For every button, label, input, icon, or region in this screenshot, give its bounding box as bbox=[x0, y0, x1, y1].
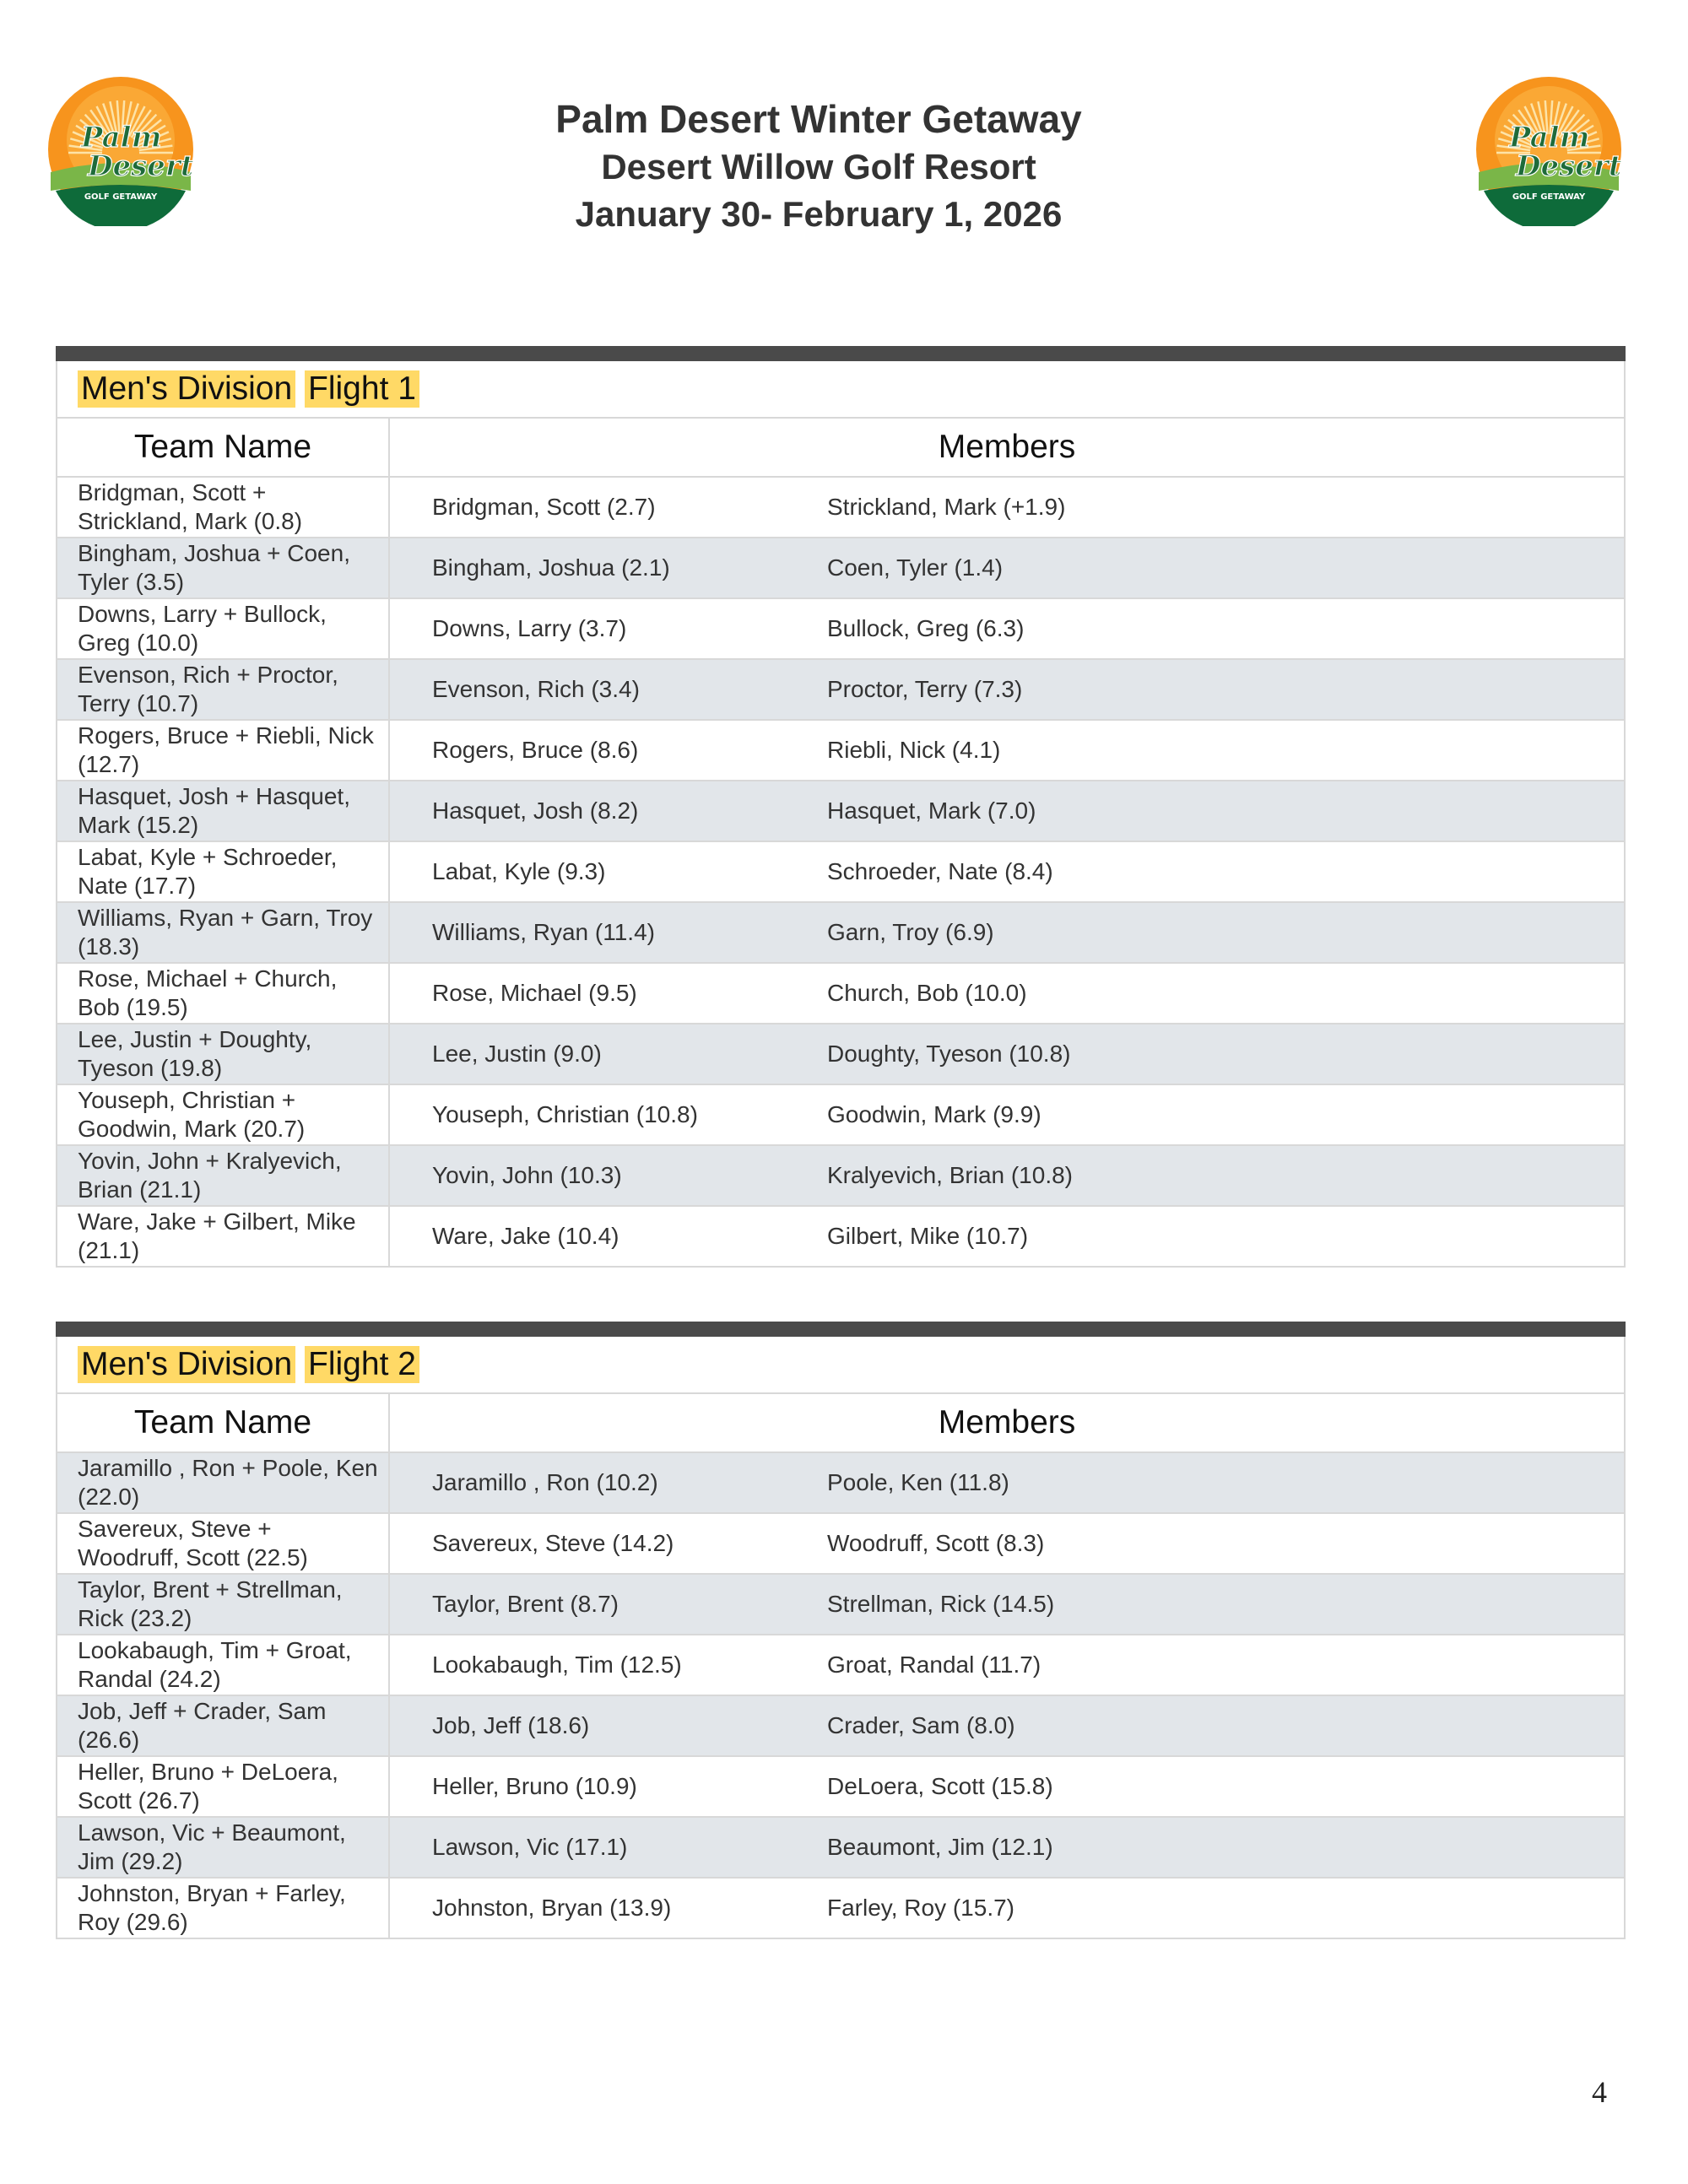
members-cell bbox=[389, 902, 1625, 963]
team-name-cell: Johnston, Bryan + Farley, Roy (29.6) bbox=[57, 1878, 389, 1938]
member-1: Hasquet, Josh (8.2) bbox=[432, 797, 639, 824]
member-2: Gilbert, Mike (10.7) bbox=[827, 1223, 1029, 1249]
team-name-cell: Jaramillo , Ron + Poole, Ken (22.0) bbox=[57, 1452, 389, 1513]
member-1: Lee, Justin (9.0) bbox=[432, 1041, 602, 1067]
venue-name: Desert Willow Golf Resort bbox=[601, 147, 1036, 187]
member-1: Lookabaugh, Tim (12.5) bbox=[432, 1652, 682, 1678]
table-header-row bbox=[57, 1393, 1625, 1452]
table-row bbox=[57, 781, 1625, 841]
table-row bbox=[57, 1574, 1625, 1635]
member-1: Heller, Bruno (10.9) bbox=[432, 1773, 637, 1799]
team-name-cell: Job, Jeff + Crader, Sam (26.6) bbox=[57, 1695, 389, 1756]
members-cell bbox=[389, 1695, 1625, 1756]
member-2: Kralyevich, Brian (10.8) bbox=[827, 1162, 1074, 1188]
event-dates: January 30- February 1, 2026 bbox=[575, 194, 1063, 234]
member-2: Bullock, Greg (6.3) bbox=[827, 615, 1025, 641]
palm-desert-logo-right bbox=[1472, 73, 1626, 226]
flight-2-table bbox=[56, 1392, 1626, 1939]
members-cell bbox=[389, 1878, 1625, 1938]
member-1: Rogers, Bruce (8.6) bbox=[432, 737, 639, 763]
team-name-cell: Lee, Justin + Doughty, Tyeson (19.8) bbox=[57, 1024, 389, 1084]
members-cell bbox=[389, 1756, 1625, 1817]
members-cell bbox=[389, 1574, 1625, 1635]
svg-text:GOLF GETAWAY: GOLF GETAWAY bbox=[1512, 192, 1586, 202]
members-header: Members bbox=[389, 1393, 1625, 1452]
team-name-cell: Rose, Michael + Church, Bob (19.5) bbox=[57, 963, 389, 1024]
flight-2-section bbox=[56, 1322, 1626, 1939]
member-2: Poole, Ken (11.8) bbox=[827, 1469, 1009, 1495]
table-header-row bbox=[57, 418, 1625, 477]
svg-text:Desert: Desert bbox=[1516, 149, 1622, 183]
palm-desert-logo-left bbox=[44, 73, 197, 226]
table-row bbox=[57, 1756, 1625, 1817]
members-cell bbox=[389, 1452, 1625, 1513]
member-2: Strickland, Mark (+1.9) bbox=[827, 494, 1066, 520]
table-row bbox=[57, 963, 1625, 1024]
members-cell bbox=[389, 720, 1625, 781]
table-row bbox=[57, 1635, 1625, 1695]
team-name-cell: Lookabaugh, Tim + Groat, Randal (24.2) bbox=[57, 1635, 389, 1695]
member-1: Evenson, Rich (3.4) bbox=[432, 676, 640, 702]
members-cell bbox=[389, 781, 1625, 841]
member-2: Strellman, Rick (14.5) bbox=[827, 1591, 1055, 1617]
member-1: Savereux, Steve (14.2) bbox=[432, 1530, 674, 1556]
member-1: Jaramillo , Ron (10.2) bbox=[432, 1469, 658, 1495]
member-1: Yovin, John (10.3) bbox=[432, 1162, 622, 1188]
team-name-cell: Youseph, Christian + Goodwin, Mark (20.7) bbox=[57, 1084, 389, 1145]
members-header: Members bbox=[389, 418, 1625, 477]
member-2: Hasquet, Mark (7.0) bbox=[827, 797, 1036, 824]
members-cell bbox=[389, 1817, 1625, 1878]
member-1: Ware, Jake (10.4) bbox=[432, 1223, 619, 1249]
team-name-cell: Hasquet, Josh + Hasquet, Mark (15.2) bbox=[57, 781, 389, 841]
table-row bbox=[57, 598, 1625, 659]
team-name-cell: Yovin, John + Kralyevich, Brian (21.1) bbox=[57, 1145, 389, 1206]
flight-1-rows bbox=[57, 477, 1625, 1267]
section-divider bbox=[56, 1322, 1626, 1337]
member-2: Schroeder, Nate (8.4) bbox=[827, 858, 1053, 884]
member-2: Church, Bob (10.0) bbox=[827, 980, 1027, 1006]
table-row bbox=[57, 1695, 1625, 1756]
team-name-header: Team Name bbox=[57, 418, 389, 477]
members-cell bbox=[389, 1513, 1625, 1574]
members-cell bbox=[389, 659, 1625, 720]
member-2: Crader, Sam (8.0) bbox=[827, 1712, 1015, 1738]
members-cell bbox=[389, 1084, 1625, 1145]
member-1: Taylor, Brent (8.7) bbox=[432, 1591, 619, 1617]
member-2: Doughty, Tyeson (10.8) bbox=[827, 1041, 1071, 1067]
table-row bbox=[57, 477, 1625, 538]
division-label: Men's Division bbox=[78, 370, 295, 408]
svg-text:GOLF GETAWAY: GOLF GETAWAY bbox=[84, 192, 158, 202]
flight-1-section bbox=[56, 346, 1626, 1268]
page-number: 4 bbox=[1592, 2075, 1607, 2109]
members-cell bbox=[389, 598, 1625, 659]
team-name-cell: Labat, Kyle + Schroeder, Nate (17.7) bbox=[57, 841, 389, 902]
members-cell bbox=[389, 1635, 1625, 1695]
member-2: Riebli, Nick (4.1) bbox=[827, 737, 1001, 763]
flight-2-rows bbox=[57, 1452, 1625, 1938]
table-row bbox=[57, 841, 1625, 902]
team-name-header: Team Name bbox=[57, 1393, 389, 1452]
table-row bbox=[57, 1024, 1625, 1084]
flight-title bbox=[56, 1337, 1626, 1392]
member-1: Johnston, Bryan (13.9) bbox=[432, 1895, 672, 1921]
team-name-cell: Bingham, Joshua + Coen, Tyler (3.5) bbox=[57, 538, 389, 598]
members-cell bbox=[389, 1206, 1625, 1267]
member-2: DeLoera, Scott (15.8) bbox=[827, 1773, 1053, 1799]
table-row bbox=[57, 1206, 1625, 1267]
table-row bbox=[57, 1145, 1625, 1206]
member-2: Goodwin, Mark (9.9) bbox=[827, 1101, 1041, 1127]
table-row bbox=[57, 1084, 1625, 1145]
member-1: Bingham, Joshua (2.1) bbox=[432, 554, 670, 581]
member-2: Groat, Randal (11.7) bbox=[827, 1652, 1041, 1678]
team-name-cell: Williams, Ryan + Garn, Troy (18.3) bbox=[57, 902, 389, 963]
members-cell bbox=[389, 963, 1625, 1024]
flight-1-table bbox=[56, 417, 1626, 1268]
member-1: Job, Jeff (18.6) bbox=[432, 1712, 590, 1738]
member-1: Youseph, Christian (10.8) bbox=[432, 1101, 698, 1127]
team-name-cell: Savereux, Steve + Woodruff, Scott (22.5) bbox=[57, 1513, 389, 1574]
team-name-cell: Rogers, Bruce + Riebli, Nick (12.7) bbox=[57, 720, 389, 781]
flight-label: Flight 2 bbox=[305, 1346, 419, 1383]
table-row bbox=[57, 1878, 1625, 1938]
table-row bbox=[57, 659, 1625, 720]
flight-label: Flight 1 bbox=[305, 370, 419, 408]
table-row bbox=[57, 1452, 1625, 1513]
section-divider bbox=[56, 346, 1626, 361]
team-name-cell: Ware, Jake + Gilbert, Mike (21.1) bbox=[57, 1206, 389, 1267]
table-row bbox=[57, 902, 1625, 963]
team-name-cell: Heller, Bruno + DeLoera, Scott (26.7) bbox=[57, 1756, 389, 1817]
svg-text:Palm: Palm bbox=[1509, 121, 1590, 154]
table-row bbox=[57, 1513, 1625, 1574]
member-2: Garn, Troy (6.9) bbox=[827, 919, 994, 945]
members-cell bbox=[389, 1145, 1625, 1206]
member-1: Bridgman, Scott (2.7) bbox=[432, 494, 656, 520]
event-title: Palm Desert Winter Getaway bbox=[555, 97, 1082, 141]
members-cell bbox=[389, 477, 1625, 538]
team-name-cell: Taylor, Brent + Strellman, Rick (23.2) bbox=[57, 1574, 389, 1635]
team-name-cell: Lawson, Vic + Beaumont, Jim (29.2) bbox=[57, 1817, 389, 1878]
members-cell bbox=[389, 538, 1625, 598]
team-name-cell: Evenson, Rich + Proctor, Terry (10.7) bbox=[57, 659, 389, 720]
table-row bbox=[57, 720, 1625, 781]
team-name-cell: Bridgman, Scott + Strickland, Mark (0.8) bbox=[57, 477, 389, 538]
members-cell bbox=[389, 841, 1625, 902]
table-row bbox=[57, 1817, 1625, 1878]
member-2: Beaumont, Jim (12.1) bbox=[827, 1834, 1053, 1860]
member-1: Williams, Ryan (11.4) bbox=[432, 919, 655, 945]
team-name-cell: Downs, Larry + Bullock, Greg (10.0) bbox=[57, 598, 389, 659]
division-label: Men's Division bbox=[78, 1346, 295, 1383]
member-1: Downs, Larry (3.7) bbox=[432, 615, 627, 641]
member-1: Labat, Kyle (9.3) bbox=[432, 858, 606, 884]
member-1: Lawson, Vic (17.1) bbox=[432, 1834, 628, 1860]
table-row bbox=[57, 538, 1625, 598]
member-2: Proctor, Terry (7.3) bbox=[827, 676, 1023, 702]
member-2: Farley, Roy (15.7) bbox=[827, 1895, 1014, 1921]
svg-text:Palm: Palm bbox=[81, 121, 162, 154]
svg-text:Desert: Desert bbox=[88, 149, 194, 183]
member-2: Woodruff, Scott (8.3) bbox=[827, 1530, 1045, 1556]
flight-title bbox=[56, 361, 1626, 417]
member-2: Coen, Tyler (1.4) bbox=[827, 554, 1004, 581]
member-1: Rose, Michael (9.5) bbox=[432, 980, 637, 1006]
members-cell bbox=[389, 1024, 1625, 1084]
page-header bbox=[338, 95, 1300, 238]
